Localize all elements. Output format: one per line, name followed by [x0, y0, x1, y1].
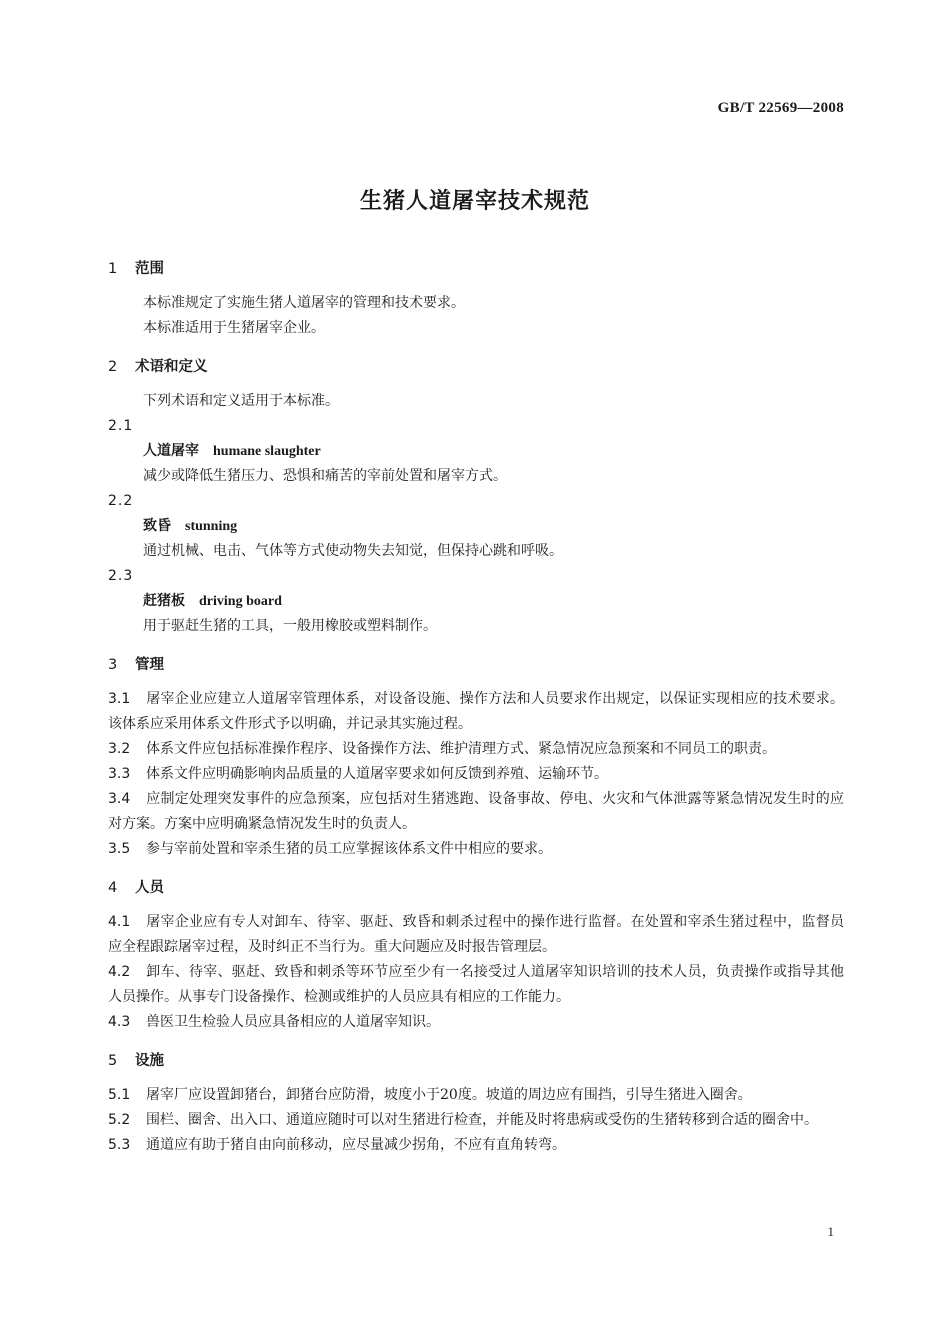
clause-text: 屠宰厂应设置卸猪台，卸猪台应防滑，坡度小于20度。坡道的周边应有围挡，引导生猪进入圈舍。: [146, 1087, 752, 1103]
section-heading-personnel: [108, 877, 844, 899]
clause-text: 屠宰企业应有专人对卸车、待宰、驱赶、致昏和刺杀过程中的操作进行监督。在处置和宰杀生猪过程中，监督员应全程跟踪屠宰过程，及时纠正不当行为。重大问题应及时报告管理层。: [108, 914, 844, 955]
clause: [108, 1083, 844, 1108]
standard-code: GB/T 22569—2008: [717, 100, 844, 116]
clause-text: 体系文件应明确影响肉品质量的人道屠宰要求如何反馈到养殖、运输环节。: [146, 766, 608, 782]
term-name: [108, 514, 844, 539]
document-body: [108, 258, 844, 1158]
term-name-cn: 人道屠宰: [143, 443, 199, 459]
clause-text: 兽医卫生检验人员应具备相应的人道屠宰知识。: [146, 1014, 440, 1030]
paragraph: 本标准规定了实施生猪人道屠宰的管理和技术要求。: [143, 295, 465, 311]
clause-number: 5.1: [108, 1087, 131, 1103]
clause-text: 屠宰企业应建立人道屠宰管理体系，对设备设施、操作方法和人员要求作出规定，以保证实现相应的技术要求。该体系应采用体系文件形式予以明确，并记录其实施过程。: [108, 691, 844, 732]
section-title: 人员: [135, 880, 164, 896]
clause: [108, 910, 844, 960]
section-heading-scope: [108, 258, 844, 280]
section-title: 设施: [135, 1053, 164, 1069]
term-name-cn: 赶猪板: [143, 593, 185, 609]
term-definition: 通过机械、电击、气体等方式使动物失去知觉，但保持心跳和呼吸。: [143, 543, 563, 559]
clause: [108, 1133, 844, 1158]
clause-text: 参与宰前处置和宰杀生猪的员工应掌握该体系文件中相应的要求。: [146, 841, 552, 857]
term-name-en: humane slaughter: [213, 444, 321, 459]
term-number: 2.1: [108, 418, 134, 434]
clause: [108, 687, 844, 737]
clause: [108, 762, 844, 787]
clause-number: 4.1: [108, 914, 131, 930]
section-number: 1: [108, 261, 118, 277]
clause-number: 5.2: [108, 1112, 131, 1128]
section-heading-terms: [108, 356, 844, 378]
section-title: 术语和定义: [135, 359, 208, 375]
section-title: 管理: [135, 657, 164, 673]
page-number: 1: [827, 1224, 834, 1239]
term-name-en: stunning: [185, 519, 238, 534]
clause-number: 4.2: [108, 964, 131, 980]
paragraph: 本标准适用于生猪屠宰企业。: [143, 320, 325, 336]
term-number: 2.3: [108, 568, 134, 584]
term-name-cn: 致昏: [143, 518, 171, 534]
section-title: 范围: [135, 261, 164, 277]
term-name: [108, 589, 844, 614]
section-heading-management: [108, 654, 844, 676]
clause-number: 4.3: [108, 1014, 131, 1030]
clause: [108, 787, 844, 837]
clause: [108, 960, 844, 1010]
clause: [108, 1010, 844, 1035]
clause: [108, 1108, 844, 1133]
term-definition: 减少或降低生猪压力、恐惧和痛苦的宰前处置和屠宰方式。: [143, 468, 507, 484]
term-definition: 用于驱赶生猪的工具，一般用橡胶或塑料制作。: [143, 618, 437, 634]
term-name-en: driving board: [199, 594, 282, 609]
clause-number: 3.1: [108, 691, 131, 707]
section-number: 2: [108, 359, 118, 375]
clause-text: 通道应有助于猪自由向前移动，应尽量减少拐角，不应有直角转弯。: [146, 1137, 566, 1153]
term-name: [108, 439, 844, 464]
clause-number: 3.3: [108, 766, 131, 782]
clause-text: 应制定处理突发事件的应急预案，应包括对生猪逃跑、设备事故、停电、火灾和气体泄露等紧急情况发生时的应对方案。方案中应明确紧急情况发生时的负责人。: [108, 791, 844, 832]
clause: [108, 737, 844, 762]
section-number: 4: [108, 880, 118, 896]
paragraph: 下列术语和定义适用于本标准。: [143, 393, 339, 409]
section-number: 5: [108, 1053, 118, 1069]
clause-number: 3.4: [108, 791, 131, 807]
term-number: 2.2: [108, 493, 134, 509]
clause-number: 3.5: [108, 841, 131, 857]
clause-number: 3.2: [108, 741, 131, 757]
clause-number: 5.3: [108, 1137, 131, 1153]
clause-text: 卸车、待宰、驱赶、致昏和刺杀等环节应至少有一名接受过人道屠宰知识培训的技术人员，负责操作或指导其他人员操作。从事专门设备操作、检测或维护的人员应具有相应的工作能力。: [108, 964, 844, 1005]
section-number: 3: [108, 657, 118, 673]
section-heading-facilities: [108, 1050, 844, 1072]
clause-text: 围栏、圈舍、出入口、通道应随时可以对生猪进行检查，并能及时将患病或受伤的生猪转移到合适的圈舍中。: [146, 1112, 818, 1128]
clause: [108, 837, 844, 862]
document-title: 生猪人道屠宰技术规范: [359, 189, 590, 214]
clause-text: 体系文件应包括标准操作程序、设备操作方法、维护清理方式、紧急情况应急预案和不同员工的职责。: [146, 741, 776, 757]
